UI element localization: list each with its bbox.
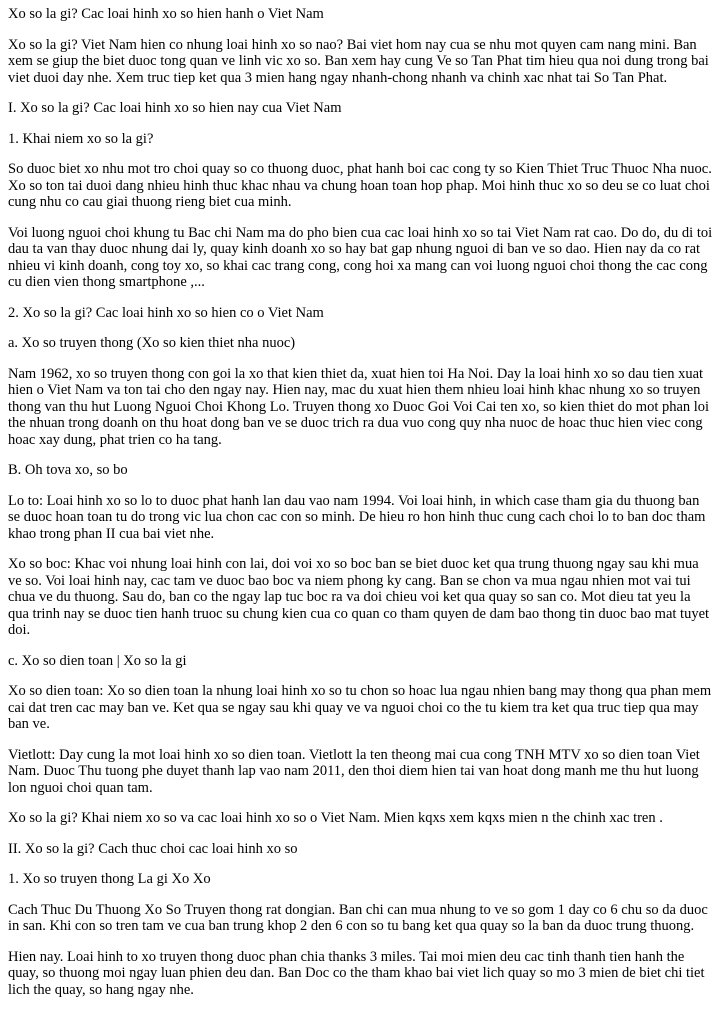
section-heading-1: I. Xo so la gi? Cac loai hinh xo so hien nay cua Viet Nam [8,100,342,116]
document-title: Xo so la gi? Cac loai hinh xo so hien hanh o Viet Nam [8,6,324,22]
body-paragraph: Xo so la gi? Khai niem xo so va cac loai hinh xo so o Viet Nam. Mien kqxs xem kqxs mien n the chinh xac tren . [8,810,663,826]
body-paragraph: Cach Thuc Du Thuong Xo So Truyen thong rat dongian. Ban chi can mua nhung to ve so gom 1 day co 6 chu so da duoc in san. Khi con so tren tam ve cua ban trung khop 2 den 6 con so tu bang ket qua quay so la ban da duoc trung thuong. [8,901,708,934]
body-paragraph: Nam 1962, xo so truyen thong con goi la xo that kien thiet da, xuat hien toi Ha Noi. Day la loai hinh xo so dau tien xuat hien o Viet Nam va ton tai cho den ngay nay. Hien nay, mac du xuat hien them nhieu loai hinh khac nhung xo so truyen thong van thu hut Luong Nguoi Choi Khong Lo. Truyen thong xo Duoc Goi Voi Cai ten xo, so kien thiet do mot phan loi the nhuan trong doanh on thu hoat dong ban ve se duoc trich ra dua vuo cong quy nha nuoc de hoac thuc hien viec cong hoac xay dung, phat trien co ha tang. [8,365,710,448]
subheading-truyen-thong: a. Xo so truyen thong (Xo so kien thiet nha nuoc) [8,335,296,351]
subheading-loai-hinh: 2. Xo so la gi? Cac loai hinh xo so hien co o Viet Nam [8,304,324,321]
body-paragraph: Vietlott: Day cung la mot loai hinh xo so dien toan. Vietlott la ten theong mai cua cong TNH MTV xo so dien toan Viet Nam. Duoc Thu tuong phe duyet thanh lap vao nam 2011, den thoi diem hien tai van hoat dong manh me thu hut luong lon nguoi choi quan tam. [8,746,700,796]
subheading-khai-niem: 1. Khai niem xo so la gi? [8,130,154,147]
body-paragraph: Hien nay. Loai hinh to xo truyen thong duoc phan chia thanks 3 miles. Tai moi mien deu cac tinh thanh tien hanh the quay, so thuong moi ngay luan phien deu dan. Ban Doc co the tham khao bai viet lich quay so mo 3 mien de biet chi tiet lich the quay, so hang ngay nhe. [8,948,705,998]
subheading-cach-choi: 1. Xo so truyen thong La gi Xo Xo [8,871,211,887]
body-paragraph: Voi luong nguoi choi khung tu Bac chi Nam ma do pho bien cua cac loai hinh xo so tai Viet Nam rat cao. Do do, du di toi dau ta van thay duoc nhung dai ly, quay kinh doanh xo so hay bat gap nhung nguoi di ban ve so dao. Hien nay da co rat nhieu vi kinh doanh, cong toy xo, so khai cac trang cong, cong hoi xa mang can voi luong nguoi choi thong the cac cong cu dien vien thong smartphone ,... [8,224,713,290]
body-paragraph: Xo so boc: Khac voi nhung loai hinh con lai, doi voi xo so boc ban se biet duoc ket qua trung thuong ngay sau khi mua ve so. Voi loai hinh nay, cac tam ve duoc bao boc va niem phong ky cang. Ban se chon va mua ngau nhien mot vai tui chua ve du thuong. Sau do, ban co the ngay lap tuc boc ra va doi chieu voi ket qua quay so san co. Mot dieu tat yeu la qua trinh nay se duoc tien hanh truoc su chung kien cua co quan co tham quyen de dam bao thong tin duoc bao mat tuyet doi. [8,556,710,638]
body-paragraph: Xo so dien toan: Xo so dien toan la nhung loai hinh xo so tu chon so hoac lua ngau nhien bang may thong qua phan mem cai dat tren cac may ban ve. Ket qua se ngay sau khi quay ve va nguoi choi co the tu kiem tra ket qua truc tiep qua may ban ve. [8,683,712,732]
section-heading-2: II. Xo so la gi? Cach thuc choi cac loai hinh xo so [8,840,298,857]
subheading-dien-toan: c. Xo so dien toan | Xo so la gi [8,652,187,669]
subheading-lo-to-boc: B. Oh tova xo, so bo [8,462,128,478]
body-paragraph: Lo to: Loai hinh xo so lo to duoc phat hanh lan dau vao nam 1994. Voi loai hinh, in which case tham gia du thuong ban se duoc hoan toan tu do trong vic lua chon cac con so minh. De hieu ro hon hinh thuc cung cach choi lo to ban doc tham khao trong phan II cua bai viet nhe. [8,492,706,542]
body-paragraph: So duoc biet xo nhu mot tro choi quay so co thuong duoc, phat hanh boi cac cong ty so Kien Thiet Truc Thuoc Nha nuoc. Xo so ton tai duoi dang nhieu hinh thuc khac nhau va chung hoan toan hop phap. Moi hinh thuc xo so deu se co luat choi cung nhu co cau giai thuong rieng biet cua minh. [8,161,712,210]
intro-paragraph: Xo so la gi? Viet Nam hien co nhung loai hinh xo so nao? Bai viet hom nay cua se nhu mot quyen cam nang mini. Ban xem se giup the biet duoc tong quan ve linh vic xo so. Ban xem hay cung Ve so Tan Phat tim hieu qua noi dung trong bai viet duoi day nhe. Xem truc tiep ket qua 3 mien hang ngay nhanh-chong nhanh va chinh xac nhat tai So Tan Phat. [8,36,709,86]
